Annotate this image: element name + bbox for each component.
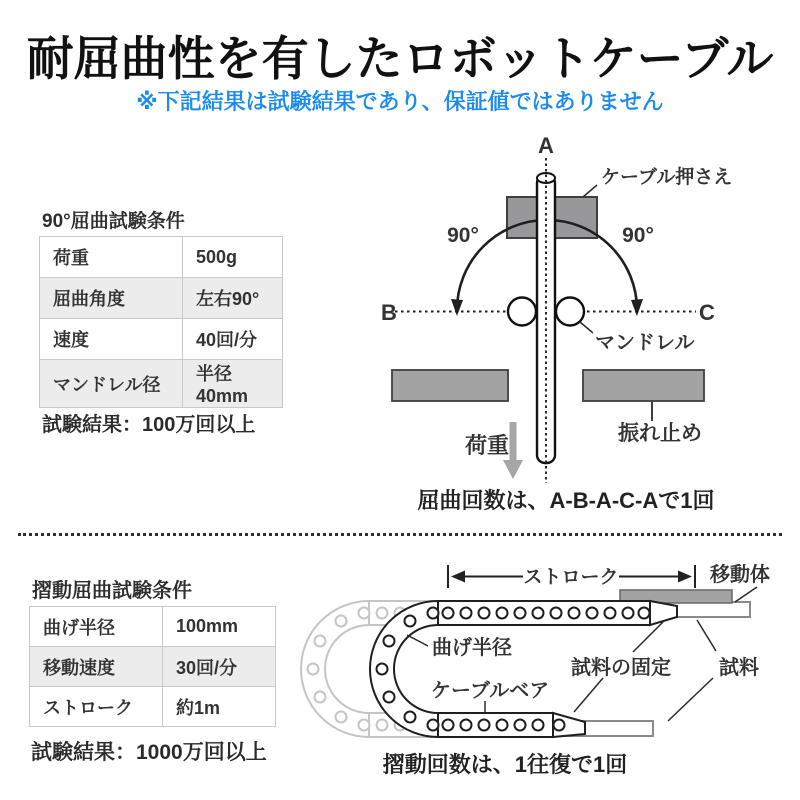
row-label: 屈曲角度: [40, 278, 183, 319]
table-row: [40, 278, 283, 319]
table-row: [40, 319, 283, 360]
stroke-label: ストローク: [523, 567, 619, 588]
row-value: 30回/分: [163, 647, 276, 687]
load-label: 荷重: [465, 433, 510, 458]
section-divider: [18, 533, 782, 536]
row-value: 半径40mm: [183, 360, 283, 408]
angle-right-label: 90°: [622, 224, 654, 247]
steady-rest-left-block: [392, 370, 508, 401]
stroke-arrowhead-right: [678, 571, 692, 583]
mandrel-left: [508, 298, 536, 326]
table-row: [40, 237, 283, 278]
sample-pointer-line-bottom: [668, 678, 713, 721]
table-row: [30, 607, 276, 647]
row-value: 500g: [183, 237, 283, 278]
bend-radius-pointer-line: [407, 635, 428, 646]
slide-test-heading: 摺動屈曲試験条件: [32, 580, 192, 602]
moving-body-label: 移動体: [710, 564, 770, 586]
sample-fixing-label: 試料の固定: [571, 657, 671, 679]
sample-fixing-pointer-line-bottom: [574, 678, 603, 712]
slide-test-table: [29, 606, 276, 727]
sample-fixing-pointer-line-top: [633, 622, 663, 652]
row-label: 速度: [40, 319, 183, 360]
table-row: [30, 687, 276, 727]
load-arrow-head: [503, 460, 523, 479]
bend-radius-label: 曲げ半径: [432, 637, 512, 659]
row-value: 100mm: [163, 607, 276, 647]
bend-test-table: [39, 236, 283, 408]
mandrel-right: [556, 298, 584, 326]
page-subtitle: ※下記結果は試験結果であり、保証値ではありません: [136, 89, 664, 114]
moving-body-pointer-line: [735, 587, 757, 602]
row-label: マンドレル径: [40, 360, 183, 408]
row-value: 40回/分: [183, 319, 283, 360]
slide-test-diagram: [295, 550, 785, 750]
row-value: 約1m: [163, 687, 276, 727]
steady-rest-right-block: [583, 370, 704, 401]
row-label: 荷重: [40, 237, 183, 278]
point-c-label: C: [699, 300, 715, 325]
row-label: ストローク: [30, 687, 163, 727]
bend-test-result: 試験結果：100万回以上: [42, 414, 256, 436]
slide-test-caption: 摺動回数は、1往復で1回: [382, 752, 628, 777]
table-row: [30, 647, 276, 687]
cable-holder-pointer-line: [583, 185, 597, 197]
arc-arrowhead-right: [631, 299, 643, 316]
page-title: 耐屈曲性を有したロボットケーブル: [26, 32, 774, 85]
arc-arrowhead-left: [451, 299, 463, 316]
mandrel-pointer-line: [580, 322, 593, 333]
mandrel-label: マンドレル: [595, 332, 695, 354]
cable-carrier-label: ケーブルベア: [431, 680, 550, 702]
row-label: 曲げ半径: [30, 607, 163, 647]
point-b-label: B: [381, 300, 397, 325]
row-value: 左右90°: [183, 278, 283, 319]
sample-pointer-line-top: [697, 620, 716, 651]
angle-left-label: 90°: [447, 224, 479, 247]
table-row: [40, 360, 283, 408]
point-a-label: A: [538, 133, 554, 158]
sample-label: 試料: [719, 657, 759, 679]
bend-test-caption: 屈曲回数は、A-B-A-C-Aで1回: [417, 488, 715, 513]
bend-test-diagram: [380, 130, 800, 485]
row-label: 移動速度: [30, 647, 163, 687]
slide-test-result: 試験結果：1000万回以上: [31, 741, 267, 764]
cable-holder-label: ケーブル押さえ: [601, 167, 733, 188]
stroke-arrowhead-left: [451, 571, 465, 583]
bend-test-heading: 90°屈曲試験条件: [42, 211, 185, 232]
steady-rest-label: 振れ止め: [618, 422, 702, 445]
